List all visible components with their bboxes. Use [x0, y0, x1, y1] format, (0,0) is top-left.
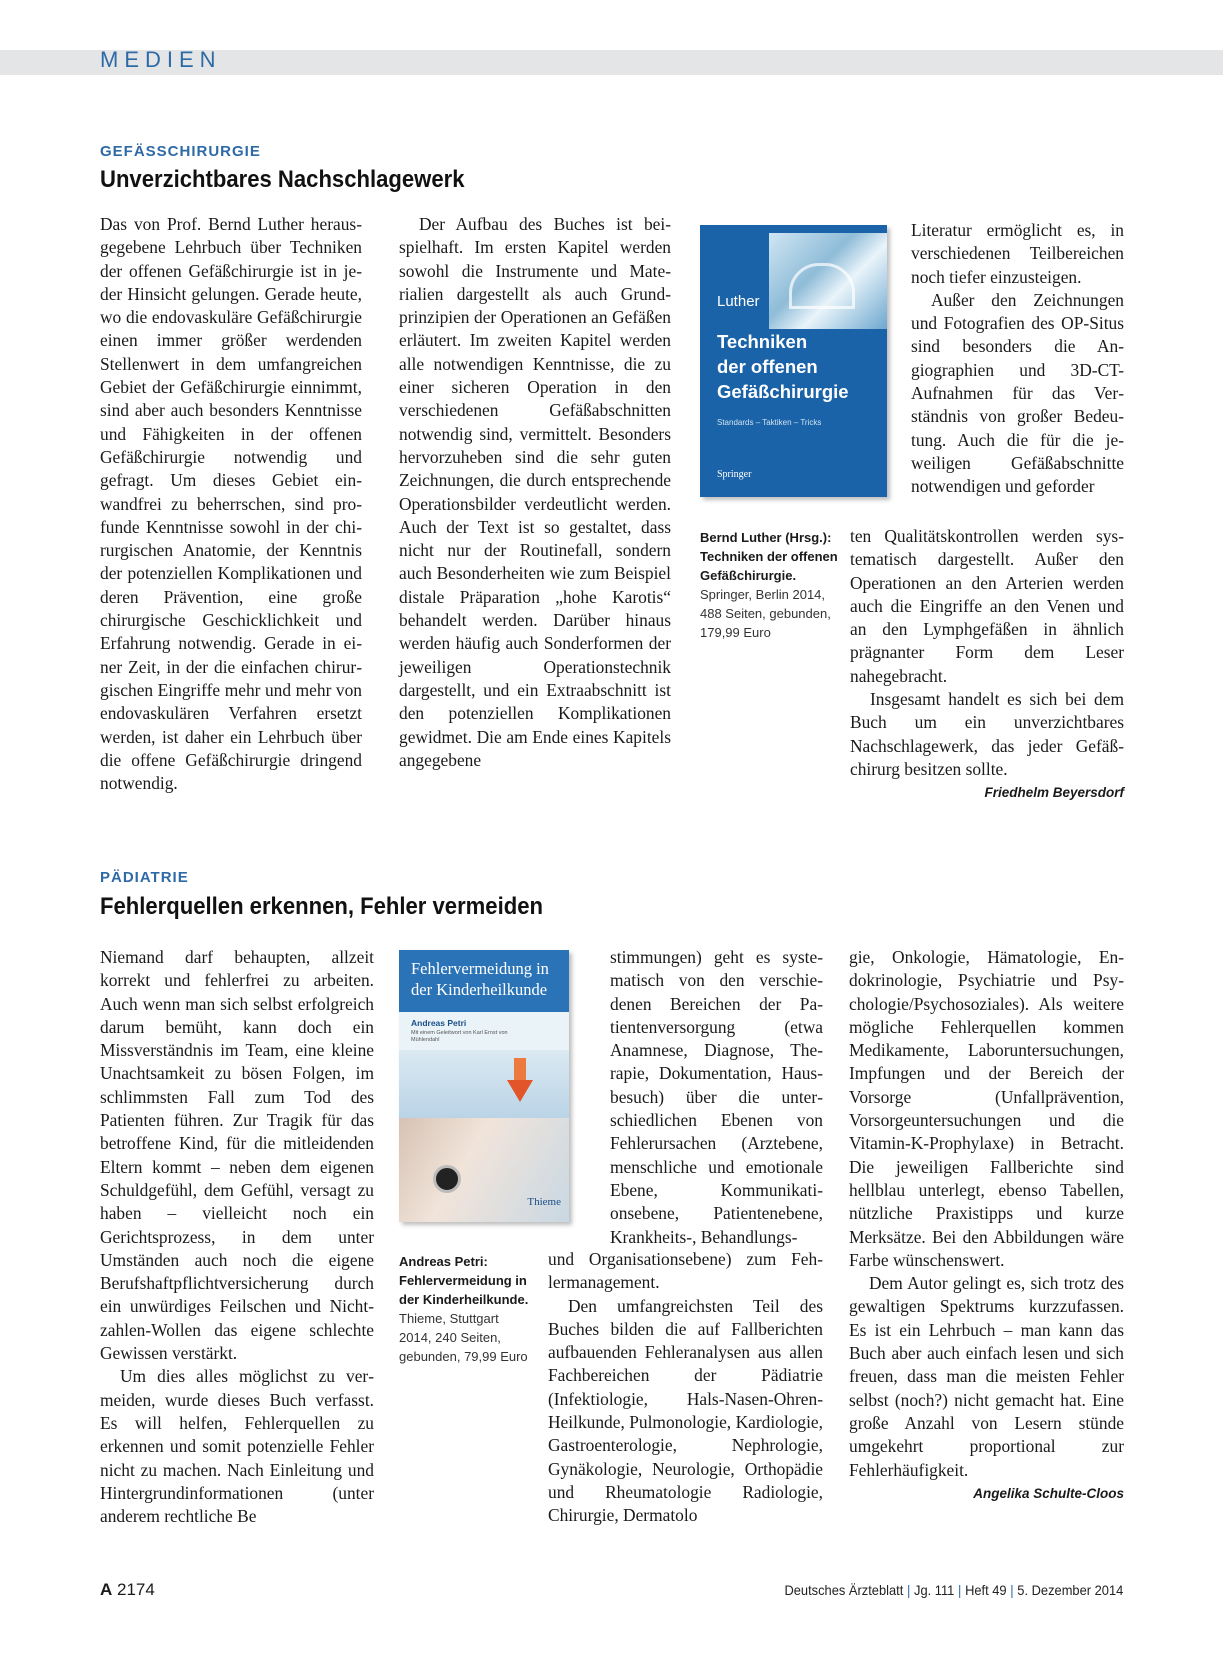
article1-column-1: [100, 213, 362, 795]
stethoscope-icon: [433, 1165, 461, 1193]
book-cover-gefaesschirurgie: [700, 225, 887, 497]
journal-issue: Heft 49: [964, 1582, 1007, 1598]
article1-kicker: GEFÄSSCHIRURGIE: [100, 143, 261, 160]
caption-details: Thieme, Stuttgart 2014, 240 Seiten, gebunden, 79,99 Euro: [399, 1311, 528, 1364]
article2-book-caption: [399, 1252, 534, 1366]
article1-col3-p4: Insgesamt handelt es sich bei dem Buch um ein unverzichtbares Nachschlagewerk, das jeder Gefäßchirurg besitzen sollte.: [850, 689, 1124, 779]
article2-col2-p1b: und Organisationsebene) zum Fehlermanagement.: [548, 1249, 823, 1293]
article2-column-2-top: [610, 946, 823, 1249]
article2-column-1: [100, 946, 374, 1528]
cover-publisher: Thieme: [527, 1196, 561, 1208]
cover-publisher: Springer: [717, 469, 752, 480]
article1-col1-text: Das von Prof. Bernd Luther herausgegebene Lehrbuch über Techniken der offenen Gefäßchirurgie ist in jeder Hinsicht gelungen. Gerade heute, wo die endovaskuläre Gefäßchirurgie einen immer größer werdenden Stellenwert in dem umfangreichen Gebiet der Gefäßchirurgie einnimmt, sind aber auch besonders Kenntnisse und Fähigkeiten in der offenen Gefäßchirurgie notwendig und gefragt. Um dieses Gebiet einwandfrei zu beherrschen, sind profunde Kenntnisse sowohl in der chirurgischen Anatomie, der Kenntnis der potenziellen Komplikationen und deren Prävention, eine große chirurgische Geschicklichkeit und Erfahrung notwendig. Gerade in einer Zeit, in der die einfachen chirurgischen Eingriffe mehr und mehr von endovaskulären Verfahren ersetzt werden, ist daher ein Lehrbuch über die offene Gefäßchirurgie dringend notwendig.: [100, 214, 362, 794]
cover-title: Techniken der offenen Gefäßchirurgie: [717, 331, 849, 402]
cover-author: Luther: [717, 293, 760, 310]
article2-kicker: PÄDIATRIE: [100, 869, 189, 886]
caption-title: Andreas Petri: Fehlervermeidung in der Kinderheilkunde.: [399, 1254, 529, 1307]
article1-title: Unverzichtbares Nachschlagewerk: [100, 166, 465, 193]
article2-col2-p1: stimmungen) geht es systematisch von den verschiedenen Bereichen der Patientenversorgung (etwa Anamnese, Diagnose, Therapie, Dokumentation, Hausbesuch) über die unterschiedlichen Ebenen von Fehlerursachen (Arztebene, menschliche und emotionale Ebene, Kommunikationsebene, Patientenebene, Krankheits-, Behandlungs-: [610, 947, 823, 1247]
journal-volume: Jg. 111: [913, 1582, 955, 1598]
cover-title: Fehlervermeidung in der Kinderheilkunde: [411, 959, 549, 999]
cover-photo: [769, 233, 887, 329]
article2-col1-p2: Um dies alles möglichst zu vermeiden, wurde dieses Buch verfasst. Es will helfen, Fehlerquellen zu erkennen und somit potenzielle Fehler nicht zu machen. Nach Einleitung und Hintergrundinformationen (unter anderem rechtliche Be: [100, 1366, 374, 1527]
arrow-head-icon: [507, 1080, 533, 1102]
article2-col3-p1: gie, Onkologie, Hämatologie, Endokrinologie, Psychiatrie und Psychologie/Psychosoziales). Als weitere mögliche Fehlerquellen kommen Medikamente, Laboruntersuchungen, Impfungen und der Bereich der Vorsorge (Unfallprävention, Vorsorgeuntersuchungen und die Vitamin-K-Prophylaxe) in Betracht. Die jeweiligen Fallberichte sind hellblau unterlegt, ebenso Tabellen, nützliche Praxistipps und kurze Merksätze. Bei den Abbildungen wäre Farbe wünschenswert.: [849, 947, 1124, 1270]
article2-col2-p2: Den umfangreichsten Teil des Buches bilden die auf Fallberichten aufbauenden Fehleranalysen aus allen Fachbereichen der Pädiatrie (Infektiologie, Hals-Nasen-Ohren-Heilkunde, Pulmonologie, Kardiologie, Gastroenterologie, Nephrologie, Gynäkologie, Neurologie, Orthopädie und Rheumatologie Radiologie, Chirurgie, Dermatolo: [548, 1295, 823, 1526]
article1-col2-text: Der Aufbau des Buches ist beispielhaft. Im ersten Kapitel werden sowohl die Instrumente und Materialien dargestellt als auch Grundprinzipien der Operationen an Gefäßen erläutert. Im zweiten Kapitel werden alle notwendigen Kenntnisse, die zu einer sicheren Operation in den verschiedenen Gefäßabschnitten notwendig sind, vermittelt. Besonders hervorzuheben sind die sehr guten Zeichnungen, die durch entsprechende Operationsbilder verdeutlicht werden. Auch der Text ist so gestaltet, dass nicht nur der Routinefall, sondern auch Besonderheiten wie zum Beispiel distale Präparation „hohe Karotis“ behandelt werden. Darüber hinaus werden häufig auch Sonderformen der jeweiligen Operationstechnik dargestellt, und ein Extraabschnitt ist den potenziellen Komplikationen gewidmet. Die am Ende eines Kapitels angegebene: [399, 214, 671, 770]
journal-name: Deutsches Ärzteblatt: [784, 1582, 904, 1598]
article1-col3-p1: Literatur ermöglicht es, in verschiedenen Teilbereichen noch tiefer einzusteigen.: [911, 220, 1124, 287]
cover-subtitle: Mit einem Geleitwort von Karl Ernst von Mühlendahl: [411, 1030, 508, 1043]
article2-title: Fehlerquellen erkennen, Fehler vermeiden: [100, 893, 543, 920]
article1-column-3-top: [911, 219, 1124, 499]
article2-col3-p2: Dem Autor gelingt es, sich trotz des gewaltigen Spektrums kurzzufassen. Es ist ein Lehrbuch – man kann das Buch aber auch einfach lesen und sich freuen, dass man die meisten Fehler selbst (noch?) nicht gemacht hat. Eine große Anzahl von Lesern stünde umgekehrt proportional zur Fehlerhäufigkeit.: [849, 1273, 1124, 1480]
article1-col3-p2: Außer den Zeichnungen und Fotografien des OP-Situs sind besonders die Angiographien und 3D-CT-Aufnahmen für das Verständnis von großer Bedeutung. Auch die für die jeweiligen Gefäßabschnitte notwendigen und geforder: [911, 289, 1124, 497]
section-label: MEDIEN: [100, 47, 222, 72]
article2-author: Angelika Schulte-Cloos: [973, 1485, 1124, 1501]
book-cover-kinderheilkunde: [399, 950, 569, 1222]
cover-subtitle: Standards – Taktiken – Tricks: [717, 418, 822, 427]
caption-title: Bernd Luther (Hrsg.): Techniken der offenen Gefäßchirurgie.: [700, 530, 838, 583]
article1-column-2: [399, 213, 671, 772]
arrow-down-icon: [514, 1058, 526, 1082]
article1-book-caption: [700, 528, 840, 642]
article2-column-2-bottom: [548, 1248, 823, 1528]
journal-footer: Deutsches Ärzteblatt | Jg. 111 | Heft 49 | 5. Dezember 2014: [784, 1582, 1123, 1598]
article2-column-3: [849, 946, 1124, 1504]
article1-author: Friedhelm Beyersdorf: [984, 785, 1124, 801]
article1-col3-p3: ten Qualitätskontrollen werden systematisch dargestellt. Außer den Operationen an den Arterien werden auch die Eingriffe an den Venen und an den Lymphgefäßen in ähnlich prägnanter Form dem Leser nahegebracht.: [850, 526, 1124, 686]
journal-date: 5. Dezember 2014: [1017, 1582, 1123, 1598]
article2-col1-p1: Niemand darf behaupten, allzeit korrekt und fehlerfrei zu arbeiten. Auch wenn man sich selbst erfolgreich darum bemüht, kann doch ein Missverständnis im Team, eine kleine Unachtsamkeit zu bösen Folgen, im schlimmsten Fall zum Tod des Patienten führen. Zur Tragik für das betroffene Kind, für die mitleidenden Eltern kommt – neben dem eigenen Schuldgefühl, dem Gefühl, versagt zu haben – vielleicht noch ein Gerichtsprozess, in dem unter Umständen auch noch die eigene Berufshaftpflichtversicherung durch ein unwürdiges Feilschen und Nichtzahlen-Wollen das eigene schlechte Gewissen verstärkt.: [100, 947, 374, 1364]
cover-author: Andreas Petri: [411, 1018, 467, 1028]
page-number: A 2174: [100, 1580, 155, 1599]
caption-details: Springer, Berlin 2014, 488 Seiten, gebunden, 179,99 Euro: [700, 587, 831, 640]
article1-column-3-bottom: [850, 525, 1124, 803]
